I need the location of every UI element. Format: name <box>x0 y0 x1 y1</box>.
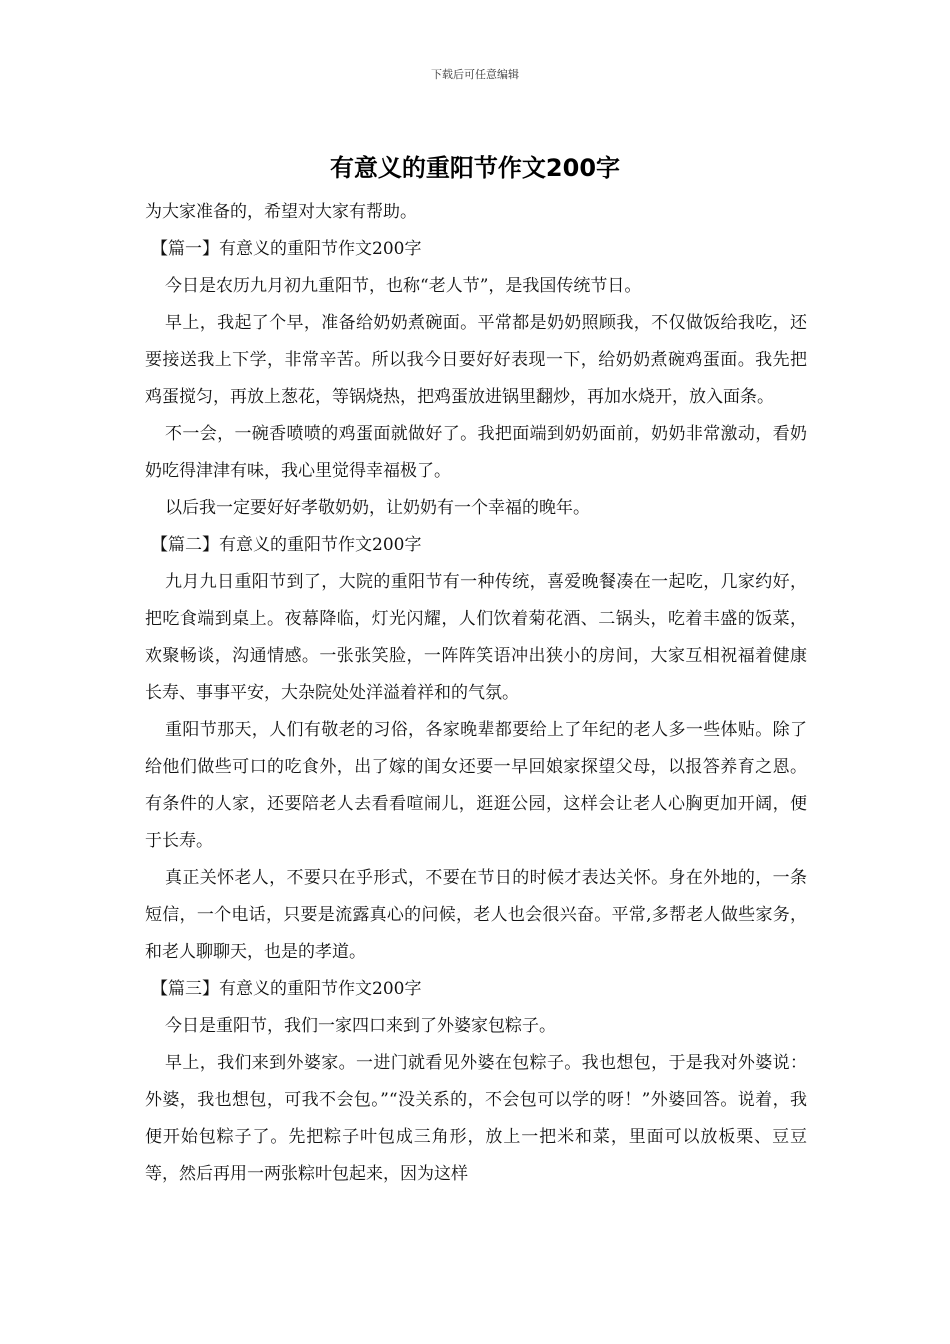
document-body <box>145 194 807 1193</box>
paragraph: 以后我一定要好好孝敬奶奶，让奶奶有一个幸福的晚年。 <box>165 498 590 518</box>
paragraph: 九月九日重阳节到了，大院的重阳节有一种传统，喜爱晚餐凑在一起吃，几家约好，把吃食端到桌上。夜幕降临，灯光闪耀，人们饮着菊花酒、二锅头，吃着丰盛的饭菜，欢聚畅谈，沟通情感。一张张笑脸，一阵阵笑语冲出狭小的房间，大家互相祝福着健康长寿、事事平安，大杂院处处洋溢着祥和的气氛。 <box>145 572 807 703</box>
paragraph: 早上，我起了个早，准备给奶奶煮碗面。平常都是奶奶照顾我，不仅做饭给我吃，还要接送我上下学，非常辛苦。所以我今日要好好表现一下，给奶奶煮碗鸡蛋面。我先把鸡蛋搅匀，再放上葱花，等锅烧热，把鸡蛋放进锅里翻炒，再加水烧开，放入面条。 <box>145 313 807 407</box>
header-note: 下载后可任意编辑 <box>431 68 519 81</box>
paragraph: 早上，我们来到外婆家。一进门就看见外婆在包粽子。我也想包，于是我对外婆说：外婆，我也想包，可我不会包。”“没关系的，不会包可以学的呀！”外婆回答。说着，我便开始包粽子了。先把粽子叶包成三角形，放上一把米和菜，里面可以放板栗、豆豆等，然后再用一两张粽叶包起来，因为这样 <box>145 1053 807 1184</box>
section-heading-1: 【篇一】有意义的重阳节作文200字 <box>151 239 422 259</box>
section-heading-3: 【篇三】有意义的重阳节作文200字 <box>151 979 422 999</box>
paragraph: 今日是重阳节，我们一家四口来到了外婆家包粽子。 <box>165 1016 556 1036</box>
section-heading-2: 【篇二】有意义的重阳节作文200字 <box>151 535 422 555</box>
paragraph: 重阳节那天，人们有敬老的习俗，各家晚辈都要给上了年纪的老人多一些体贴。除了给他们做些可口的吃食外，出了嫁的闺女还要一早回娘家探望父母，以报答养育之恩。有条件的人家，还要陪老人去看看喧闹儿，逛逛公园，这样会让老人心胸更加开阔，便于长寿。 <box>145 720 807 851</box>
document-title: 有意义的重阳节作文200字 <box>329 154 621 182</box>
intro-paragraph: 为大家准备的，希望对大家有帮助。 <box>145 202 417 222</box>
paragraph: 不一会，一碗香喷喷的鸡蛋面就做好了。我把面端到奶奶面前，奶奶非常激动，看奶奶吃得津津有味，我心里觉得幸福极了。 <box>145 424 807 481</box>
paragraph: 真正关怀老人，不要只在乎形式，不要在节日的时候才表达关怀。身在外地的，一条短信，一个电话，只要是流露真心的问候，老人也会很兴奋。平常,多帮老人做些家务，和老人聊聊天，也是的孝道。 <box>145 868 807 962</box>
paragraph: 今日是农历九月初九重阳节，也称“老人节”，是我国传统节日。 <box>165 276 642 296</box>
